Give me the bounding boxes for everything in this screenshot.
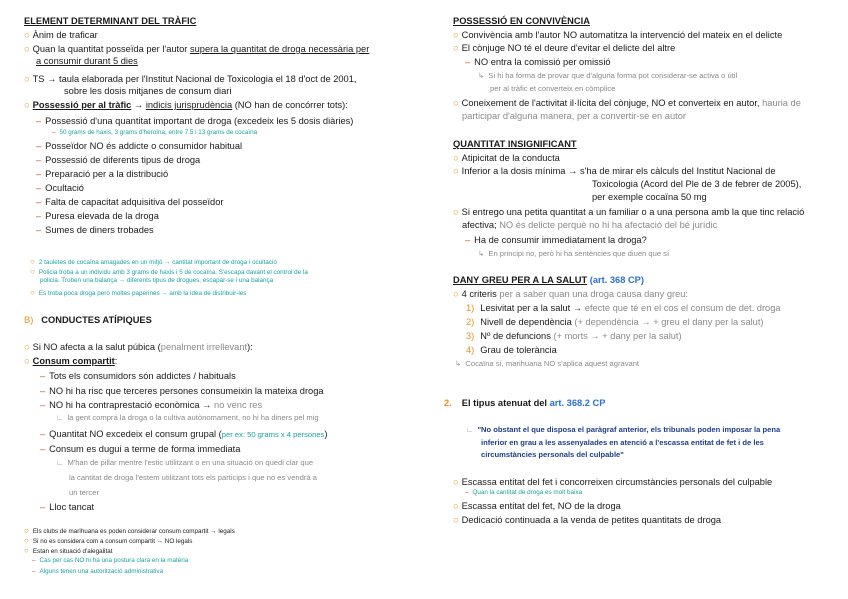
consum-item: – Tots els consumidors són addictes / habituals	[40, 371, 236, 381]
dash-bullet-icon: –	[36, 225, 42, 235]
example-note: ○ Policia troba a un individu amb 3 grams de haxis i 5 de cocaïna. S'escapa davant el control de la	[30, 267, 308, 276]
circle-bullet-icon: ○	[453, 289, 459, 299]
heading-possessio-convivencia: POSSESSIÓ EN CONVIVÈNCIA	[453, 16, 590, 26]
circle-bullet-icon: ○	[453, 30, 459, 40]
dash-bullet-icon: –	[36, 211, 42, 221]
circle-bullet-icon: ○	[24, 536, 29, 545]
dash-bullet-icon: –	[40, 429, 46, 439]
corner-arrow-icon: ∟	[466, 425, 474, 434]
consum-item: – Quantitat NO excedeix el consum grupal (per ex: 50 grams x 4 persones)	[40, 429, 328, 439]
circle-bullet-icon: ○	[24, 356, 30, 366]
dash-bullet-icon: –	[465, 57, 471, 67]
dash-bullet-icon: –	[32, 557, 36, 564]
dash-bullet-icon: –	[40, 386, 46, 396]
quote-line: ∟ "No obstant el que disposa el paràgraf anterior, els tribunals poden imposar la pena	[466, 425, 781, 434]
dash-bullet-icon: –	[40, 400, 46, 410]
footnote: – Alguns tenen una autorització administrativa	[32, 568, 164, 575]
circle-bullet-icon: ○	[453, 43, 459, 53]
sub-item: – Ha de consumir immediatament la droga?	[465, 235, 647, 245]
list-item: ○ Dedicació continuada a la venda de petites quantitats de droga	[453, 515, 722, 525]
dash-bullet-icon: –	[36, 197, 42, 207]
list-item-continuation: Toxicologia (Acord del Ple de 3 de febrer de 2005),	[592, 179, 802, 189]
list-item: ○ Quan la quantitat posseïda per l'autor supera la quantitat de droga necessària per	[24, 44, 370, 54]
criteria-item: 3) Nº de defuncions (+ morts → + dany per la salut)	[466, 331, 682, 341]
list-item-continuation: afectiva; NO és delicte perquè no hi ha afectació del bé jurídic	[462, 220, 718, 230]
criteria-item: 4) Grau de tolerància	[466, 345, 557, 355]
circle-bullet-icon: ○	[24, 342, 30, 352]
list-item: ○ Consum compartit:	[24, 356, 118, 366]
circle-bullet-icon: ○	[24, 74, 30, 84]
sub-note: ↳ Si hi ha forma de provar que d'alguna forma pot considerar-se activa o útil	[478, 71, 738, 80]
list-item: ○ Convivència amb l'autor NO automatitza la intervenció del mateix en el delicte	[453, 30, 783, 40]
dash-bullet-icon: –	[36, 183, 42, 193]
circle-bullet-icon: ○	[453, 477, 459, 487]
corner-arrow-icon: ∟	[56, 413, 64, 422]
heading-element-determinant: ELEMENT DETERMINANT DEL TRÀFIC	[24, 16, 197, 26]
list-item: ○ Possessió per al tràfic → indicis jurisprudència (NO han de concórrer tots):	[24, 100, 348, 110]
footnote: ○ Els clubs de marihuana es poden considerar consum compartit → legals	[24, 526, 235, 535]
circle-bullet-icon: ○	[24, 526, 29, 535]
dash-bullet-icon: –	[36, 141, 42, 151]
dany-note: ↳ Cocaïna sí, marihuana NO s'aplica aquest agravant	[455, 359, 640, 368]
list-item-continuation: sobre les dosis mitjanes de consum diari	[64, 86, 232, 96]
list-item: ○ Si NO afecta a la salut púbica (penalment irrellevant):	[24, 342, 253, 352]
footnote: ○ Si no es considera com a consum compartit → NO legals	[24, 536, 193, 545]
circle-bullet-icon: ○	[453, 153, 459, 163]
list-item: ○ Ànim de traficar	[24, 30, 98, 40]
heading-tipus-atenuat: 2. El tipus atenuat del art. 368.2 CP	[444, 398, 606, 408]
list-item: ○ Escassa entitat del fet i concorreixen circumstàncies personals del culpable	[453, 477, 773, 487]
circle-bullet-icon: ○	[30, 288, 35, 297]
corner-arrow-icon: ∟	[56, 458, 64, 467]
corner-arrow-icon: ↳	[478, 249, 485, 258]
dash-bullet-icon: –	[465, 489, 469, 496]
circle-bullet-icon: ○	[453, 98, 459, 108]
example-note-continuation: policia. Troben una balança → diferents tipus de drogues, escapar-se i una balança	[40, 277, 274, 284]
indicator-item: – Possessió d'una quantitat important de droga (excedeix les 5 dosis diàries)	[36, 116, 354, 126]
circle-bullet-icon: ○	[453, 207, 459, 217]
indicator-item: – Posseïdor NO és addicte o consumidor habitual	[36, 141, 243, 151]
indicator-item: – Falta de capacitat adquisitiva del posseïdor	[36, 197, 224, 207]
consum-note-continuation: la cantitat de droga l'estem utilitzant tots els particips i que no es vendrà a	[69, 473, 317, 482]
sub-note-continuation: per al tràfic et converteix en còmplice	[490, 84, 616, 93]
list-item: ○ Si entrego una petita quantitat a un familiar o a una persona amb la que tinc relació	[453, 207, 805, 217]
indicator-item: – Sumes de diners trobades	[36, 225, 154, 235]
list-item-continuation: per exemple cocaïna 50 mg	[592, 192, 707, 202]
consum-item: – NO hi ha risc que terceres persones consumeixin la mateixa droga	[40, 386, 324, 396]
circle-bullet-icon: ○	[24, 44, 30, 54]
indicator-note: – 50 grams de haxis, 3 grams d'heroïna, entre 7.5 i 13 grams de cocaïna	[52, 129, 258, 136]
indicator-item: – Possessió de diferents tipus de droga	[36, 155, 201, 165]
circle-bullet-icon: ○	[24, 100, 30, 110]
circle-bullet-icon: ○	[453, 515, 459, 525]
dash-bullet-icon: –	[32, 568, 36, 575]
indicator-item: – Preparació per a la distribució	[36, 169, 169, 179]
list-item: ○ Escassa entitat del fet, NO de la droga	[453, 501, 621, 511]
dash-bullet-icon: –	[36, 116, 42, 126]
consum-note: ∟ la gent compra la droga o la cultiva autònomament, no hi ha diners pel mig	[56, 413, 319, 422]
dash-bullet-icon: –	[36, 169, 42, 179]
example-note: ○ Es troba poca droga però moltes paperines → amb la idea de distribuir-les	[30, 288, 247, 297]
consum-note-continuation: un tercer	[69, 488, 99, 497]
corner-arrow-icon: ↳	[455, 359, 462, 368]
circle-bullet-icon: ○	[24, 546, 29, 555]
indicator-item: – Ocultació	[36, 183, 84, 193]
list-item: ○ TS → taula elaborada per l'Institut Nacional de Toxicologia el 18 d'oct de 2001,	[24, 74, 357, 84]
list-item: ○ 4 criteris per a saber quan una droga causa dany greu:	[453, 289, 689, 299]
dash-bullet-icon: –	[40, 444, 46, 454]
sub-note: ↳ En principi no, però hi ha sentències que diuen que sí	[478, 249, 670, 258]
indicator-item: – Puresa elevada de la droga	[36, 211, 159, 221]
list-item: ○ Inferior a la dosis mínima → s'ha de mirar els càlculs del Institut Nacional de	[453, 166, 776, 176]
sub-item: – NO entra la comissió per omissió	[465, 57, 611, 67]
list-item-continuation: a consumir durant 5 dies	[36, 56, 138, 66]
dash-bullet-icon: –	[40, 502, 46, 512]
consum-item: – NO hi ha contraprestació econòmica → no venc res	[40, 400, 263, 410]
quote-line: circumstàncies personals del culpable"	[481, 450, 624, 459]
footnote: – Cas per cas NO hi ha una postura clara en la matèria	[32, 557, 189, 564]
consum-note: ∟ M'han de pillar mentre l'estic utilitzant o en una situació on quedi clar que	[56, 458, 314, 467]
circle-bullet-icon: ○	[453, 166, 459, 176]
corner-arrow-icon: ↳	[478, 71, 485, 80]
dash-bullet-icon: –	[465, 235, 471, 245]
footnote: ○ Estan en situació d'alegalitat	[24, 546, 113, 555]
example-note: ○ 2 tauletes de cocaïna amagades en un mitjó → cantitat important de droga i ocultació	[30, 257, 277, 266]
heading-conductes-atipiques: B) CONDUCTES ATÍPIQUES	[24, 315, 152, 325]
list-item: ○ El cònjuge NO té el deure d'evitar el delicte del altre	[453, 43, 676, 53]
criteria-item: 1) Lesivitat per a la salut → efecte que té en el cos el consum de det. droga	[466, 303, 781, 313]
sub-note: – Quan la cantitat de droga es molt baixa	[465, 489, 583, 496]
list-item: ○ Atipicitat de la conducta	[453, 153, 560, 163]
heading-quantitat-insignificant: QUANTITAT INSIGNIFICANT	[453, 139, 577, 149]
dash-bullet-icon: –	[52, 129, 56, 136]
list-item: ○ Coneixement de l'activitat il·lícita del cònjuge, NO et converteix en autor, hauria de	[453, 98, 801, 108]
circle-bullet-icon: ○	[24, 30, 30, 40]
criteria-item: 2) Nivell de dependència (+ dependència → + greu el dany per la salut)	[466, 317, 764, 327]
heading-dany-greu: DANY GREU PER A LA SALUT (art. 368 CP)	[453, 275, 644, 285]
circle-bullet-icon: ○	[30, 267, 35, 276]
circle-bullet-icon: ○	[30, 257, 35, 266]
consum-item: – Lloc tancat	[40, 502, 95, 512]
quote-line: inferior en grau a les assenyalades en atenció a l'escassa entitat de fet i de les	[481, 438, 764, 447]
dash-bullet-icon: –	[36, 155, 42, 165]
list-item-continuation: participar d'alguna manera, per a convertir-se en autor	[462, 111, 686, 121]
dash-bullet-icon: –	[40, 371, 46, 381]
consum-item: – Consum es dugui a terme de forma immediata	[40, 444, 241, 454]
circle-bullet-icon: ○	[453, 501, 459, 511]
